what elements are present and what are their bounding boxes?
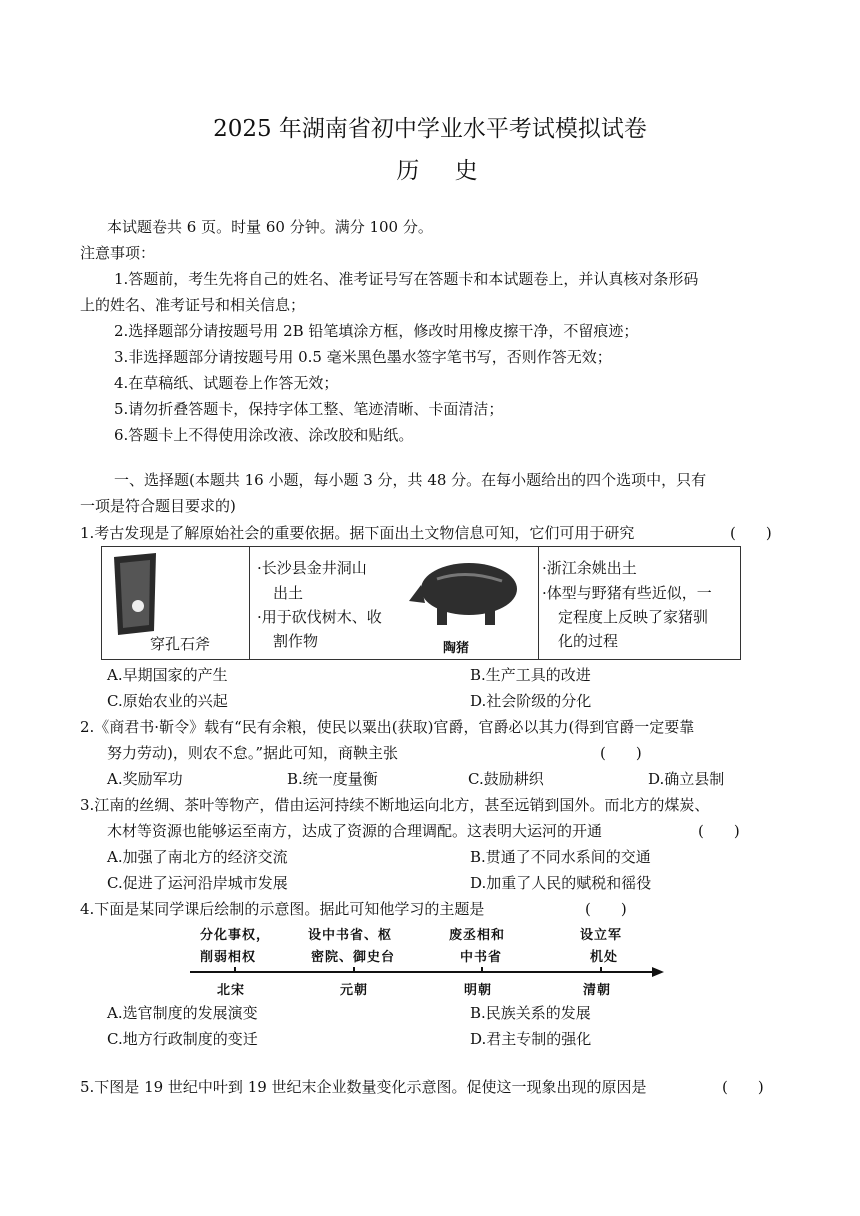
option-d[interactable]: D.社会阶级的分化 [470,692,592,710]
option-c[interactable]: C.鼓励耕织 [468,770,544,788]
question-2-stem: 2.《商君书·靳令》载有“民有余粮，使民以粟出(获取)官爵，官爵必以其力(得到官爵一定要靠 [80,718,695,736]
answer-paren: ( ) [730,524,772,542]
question-5-stem: 5.下图是 19 世纪中叶到 19 世纪末企业数量变化示意图。促使这一现象出现的原因是 [80,1078,647,1096]
subject-title: 历 史 [396,158,492,184]
timeline-event-bottom: 中书省 [460,950,503,965]
timeline-era: 元朝 [340,983,369,998]
notice-item: 5.请勿折叠答题卡，保持字体工整、笔迹清晰、卡面清洁； [114,400,504,418]
timeline-era: 明朝 [464,983,493,998]
timeline-event-top: 设立军 [580,928,623,943]
artifact-cell-right [538,547,740,659]
question-4-stem: 4.下面是某同学课后绘制的示意图。据此可知他学习的主题是 [80,900,485,918]
option-a[interactable]: A.选官制度的发展演变 [107,1004,258,1022]
timeline-event-bottom: 密院、御史台 [311,950,396,965]
option-d[interactable]: D.确立县制 [648,770,725,788]
notice-item: 3.非选择题部分请按题号用 0.5 毫米黑色墨水签字笔书写，否则作答无效； [114,348,612,366]
timeline-diagram [180,922,670,998]
section-heading: 一、选择题(本题共 16 小题，每小题 3 分，共 48 分。在每小题给出的四个选项中，只有 [114,471,707,489]
notice-item: 1.答题前，考生先将自己的姓名、准考证号写在答题卡和本试题卷上，并认真核对条形码 [114,270,699,288]
answer-paren: ( ) [600,744,642,762]
notice-label: 注意事项： [80,244,156,262]
question-3-stem-cont: 木材等资源也能够运至南方，达成了资源的合理调配。这表明大运河的开通 [107,822,603,840]
stone-axe-image [106,551,176,637]
timeline-event-top: 废丞相和 [449,928,506,943]
option-c[interactable]: C.促进了运河沿岸城市发展 [107,874,288,892]
pig-caption: 陶猪 [443,641,470,656]
timeline-era: 北宋 [217,983,246,998]
artifact-info-line: ·浙江余姚出土 [542,559,637,577]
section-heading-cont: 一项是符合题目要求的) [80,497,236,515]
option-b[interactable]: B.贯通了不同水系间的交通 [470,848,651,866]
timeline-event-top: 设中书省、枢 [308,928,393,943]
option-b[interactable]: B.民族关系的发展 [470,1004,591,1022]
option-d[interactable]: D.君主专制的强化 [470,1030,592,1048]
exam-info: 本试题卷共 6 页。时量 60 分钟。满分 100 分。 [107,218,433,236]
artifact-table [101,546,741,660]
axe-caption: 穿孔石斧 [150,635,211,653]
artifact-cell-mid [249,547,539,659]
question-3-stem: 3.江南的丝绸、茶叶等物产，借由运河持续不断地运向北方，甚至远销到国外。而北方的煤炭、 [80,796,710,814]
option-c[interactable]: C.原始农业的兴起 [107,692,228,710]
artifact-info-line: ·体型与野猪有些近似，一 [542,584,712,602]
option-a[interactable]: A.奖励军功 [107,770,183,788]
answer-paren: ( ) [722,1078,764,1096]
exam-title: 2025 年湖南省初中学业水平考试模拟试卷 [213,116,647,142]
option-b[interactable]: B.统一度量衡 [287,770,378,788]
artifact-info-line: 定程度上反映了家猪驯 [558,608,709,626]
option-d[interactable]: D.加重了人民的赋税和徭役 [470,874,652,892]
notice-item: 4.在草稿纸、试题卷上作答无效； [114,374,339,392]
question-2-stem-cont: 努力劳动)，则农不怠。”据此可知，商鞅主张 [107,744,399,762]
timeline-era: 清朝 [583,983,612,998]
timeline-event-bottom: 机处 [590,950,619,965]
pottery-pig-image [407,549,527,637]
option-b[interactable]: B.生产工具的改进 [470,666,591,684]
artifact-cell-axe [102,547,250,659]
answer-paren: ( ) [585,900,627,918]
artifact-info-line: 化的过程 [558,632,619,650]
artifact-info-line: 出土 [273,584,304,602]
notice-item: 上的姓名、准考证号和相关信息； [80,296,306,314]
option-a[interactable]: A.加强了南北方的经济交流 [107,848,288,866]
artifact-info-line: ·用于砍伐树木、收 [257,608,382,626]
option-c[interactable]: C.地方行政制度的变迁 [107,1030,258,1048]
artifact-info-line: ·长沙县金井洞山 [257,559,367,577]
answer-paren: ( ) [698,822,740,840]
timeline-event-bottom: 削弱相权 [200,950,257,965]
artifact-info-line: 割作物 [273,632,319,650]
timeline-event-top: 分化事权， [200,928,271,943]
notice-item: 2.选择题部分请按题号用 2B 铅笔填涂方框，修改时用橡皮擦干净，不留痕迹； [114,322,639,340]
option-a[interactable]: A.早期国家的产生 [107,666,228,684]
notice-item: 6.答题卡上不得使用涂改液、涂改胶和贴纸。 [114,426,414,444]
question-1-stem: 1.考古发现是了解原始社会的重要依据。据下面出土文物信息可知，它们可用于研究 [80,524,635,542]
